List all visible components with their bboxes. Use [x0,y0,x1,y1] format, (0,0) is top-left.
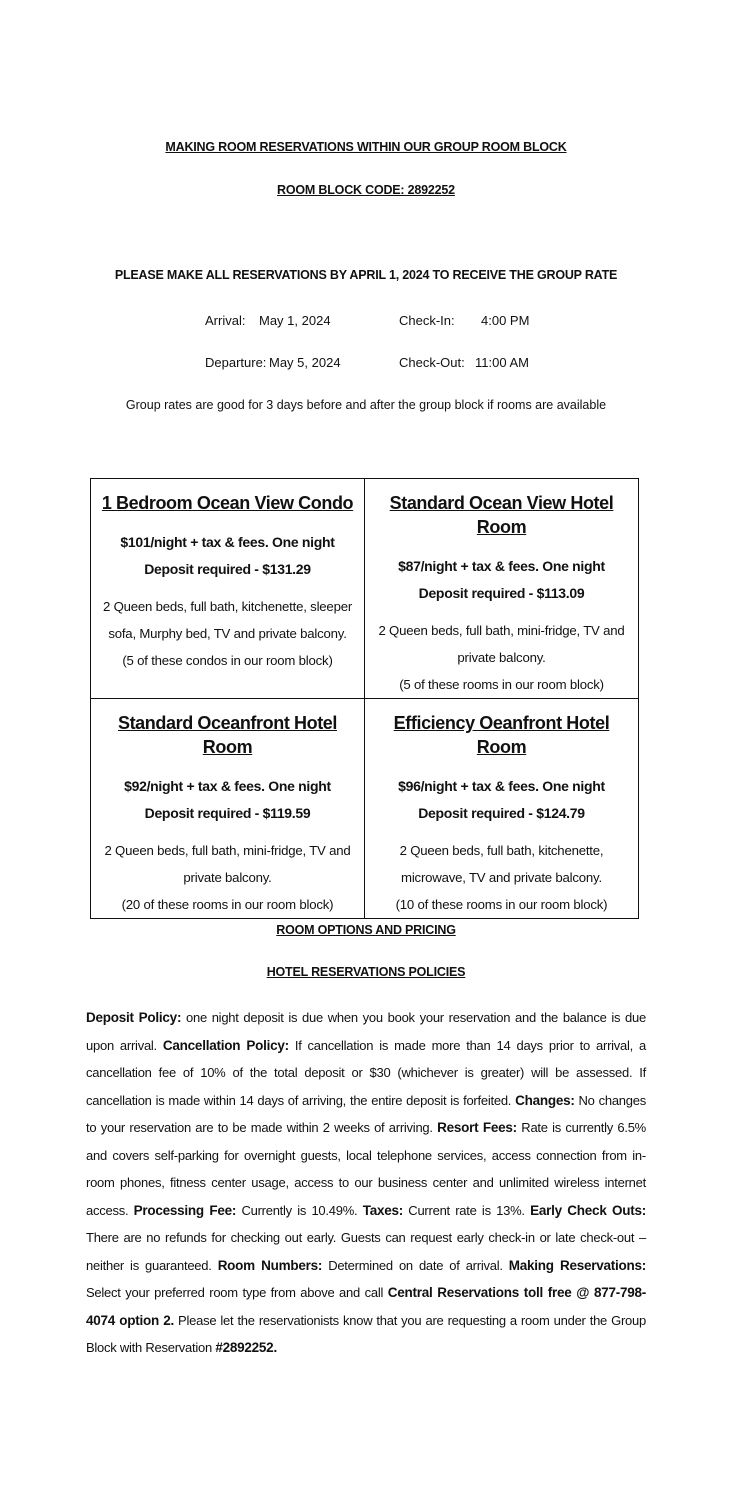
changes-label: Changes: [515,1092,575,1108]
room-price: $96/night + tax & fees. One night Deposit required - $124.79 [398,778,605,821]
page-title: MAKING ROOM RESERVATIONS WITHIN OUR GROUP ROOM BLOCK [165,140,567,154]
reservation-number: #2892252. [215,1340,277,1355]
making-reservations-label: Making Reservations: [508,1257,646,1273]
checkout-label: Check-Out: [399,355,465,370]
room-description: 2 Queen beds, full bath, kitchenette, microwave, TV and private balcony. [399,843,604,885]
taxes-text: Current rate is 13%. [403,1202,531,1218]
deposit-policy-label: Deposit Policy: [86,1010,182,1025]
reservationist-note: Please let the reservationists know that you are requesting a room under the Group Block with Reservation [86,1312,646,1355]
processing-fee-text: Currently is 10.49%. [236,1202,363,1218]
room-price: $101/night + tax & fees. One night Deposit required - $131.29 [120,534,335,577]
resort-fees-text: Rate is currently 6.5% and covers self-parking for overnight guests, local telephone services, access connection from in-room phones, fitness center usage, access to our business center and unlimited wireless internet access. [86,1120,646,1218]
room-price: $87/night + tax & fees. One night Deposit required - $113.09 [398,558,605,601]
room-cell [91,479,365,699]
room-price: $92/night + tax & fees. One night Deposit required - $119.59 [124,778,331,821]
room-options-heading: ROOM OPTIONS AND PRICING [276,923,456,937]
central-reservations-phone: Central Reservations toll free @ 877-798-4074 option 2. [86,1285,646,1328]
departure-label: Departure: [205,355,267,370]
changes-text: No changes to your reservation are to be made within 2 weeks of arriving. [86,1092,646,1135]
room-title: Standard Oceanfront Hotel Room [117,713,338,757]
making-reservations-text: Select your preferred room type from above and call [86,1285,388,1300]
processing-fee-label: Processing Fee: [133,1202,237,1218]
reservation-deadline: PLEASE MAKE ALL RESERVATIONS BY APRIL 1, 2024 TO RECEIVE THE GROUP RATE [114,268,618,282]
policies-paragraph [86,1004,646,1362]
room-description: 2 Queen beds, full bath, kitchenette, sleeper sofa, Murphy bed, TV and private balcony. [102,599,353,641]
cancellation-policy-text: If cancellation is made more than 14 days prior to arrival, a cancellation fee of 10% of the total deposit or $30 (whichever is greater) will be assessed. If cancellation is made within 14 days of arriving, the entire deposit is forfeited. [86,1037,646,1108]
room-count: (20 of these rooms in our room block) [121,897,334,912]
early-checkout-label: Early Check Outs: [530,1202,647,1218]
group-rate-note: Group rates are good for 3 days before and after the group block if rooms are available [125,398,607,412]
early-checkout-text: There are no refunds for checking out early. Guests can request early check-in or late check-out – neither is guaranteed. [86,1230,646,1273]
room-count: (5 of these condos in our room block) [122,653,333,668]
room-cell [365,479,639,699]
room-title: 1 Bedroom Ocean View Condo [101,493,354,513]
taxes-label: Taxes: [362,1202,403,1218]
room-options-table [90,478,639,919]
room-cell [365,699,639,919]
arrival-label: Arrival: [205,313,246,328]
checkin-label: Check-In: [399,313,455,328]
checkin-value: 4:00 PM [481,313,530,328]
cancellation-policy-label: Cancellation Policy: [162,1037,289,1053]
room-numbers-text: Determined on date of arrival. [322,1257,509,1273]
room-count: (10 of these rooms in our room block) [395,897,608,912]
room-title: Efficiency Oeanfront Hotel Room [393,713,610,757]
resort-fees-label: Resort Fees: [437,1120,517,1135]
room-block-code: ROOM BLOCK CODE: 2892252 [277,183,455,197]
room-count: (5 of these rooms in our room block) [399,677,604,692]
room-cell [91,699,365,919]
checkout-value: 11:00 AM [475,355,529,370]
room-description: 2 Queen beds, full bath, mini-fridge, TV and private balcony. [378,623,625,665]
deposit-policy-text: one night deposit is due when you book your reservation and the balance is due upon arrival. [86,1010,646,1053]
policies-heading: HOTEL RESERVATIONS POLICIES [266,965,466,979]
room-description: 2 Queen beds, full bath, mini-fridge, TV and private balcony. [104,843,351,885]
departure-value: May 5, 2024 [269,355,341,370]
room-title: Standard Ocean View Hotel Room [389,493,614,537]
room-numbers-label: Room Numbers: [217,1257,323,1273]
arrival-value: May 1, 2024 [259,313,331,328]
